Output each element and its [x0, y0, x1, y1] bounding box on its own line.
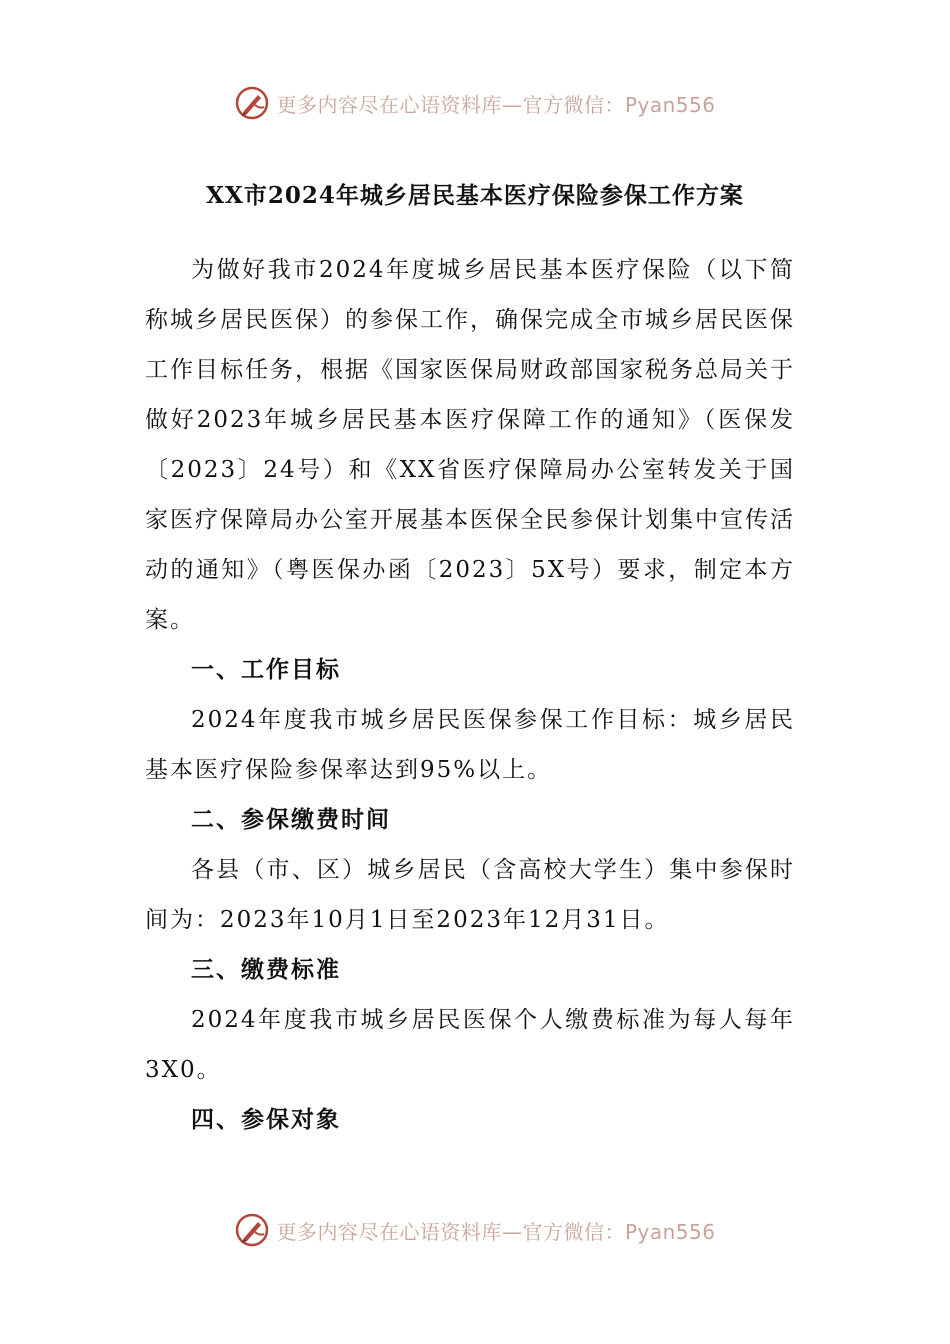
- section-paragraph: 2024年度我市城乡居民医保参保工作目标：城乡居民基本医疗保险参保率达到95%以上。: [145, 707, 795, 783]
- pen-logo-icon: [234, 1212, 270, 1248]
- section-heading: 二、参保缴费时间: [191, 807, 391, 833]
- intro-paragraph: 为做好我市2024年度城乡居民基本医疗保险（以下简称城乡居民医保）的参保工作，确保完成全市城乡居民医保工作目标任务，根据《国家医保局财政部国家税务总局关于做好2023年城乡居民基本医疗保障工作的通知》（医保发〔2023〕24号）和《XX省医疗保障局办公室转发关于国家医疗保障局办公室开展基本医保全民参保计划集中宣传活动的通知》（粤医保办函〔2023〕5X号）要求，制定本方案。: [145, 257, 795, 633]
- header-watermark: [0, 83, 950, 123]
- document-title: XX市2024年城乡居民基本医疗保险参保工作方案: [206, 182, 744, 209]
- document-body: [145, 245, 795, 1145]
- section-heading: 四、参保对象: [191, 1107, 341, 1133]
- footer-watermark: [0, 1210, 950, 1250]
- section-heading: 一、工作目标: [191, 657, 341, 683]
- section-heading: 三、缴费标准: [191, 957, 341, 983]
- pen-logo-icon: [234, 85, 270, 121]
- section-paragraph: 各县（市、区）城乡居民（含高校大学生）集中参保时间为：2023年10月1日至2023年12月31日。: [145, 857, 795, 933]
- section-paragraph: 2024年度我市城乡居民医保个人缴费标准为每人每年3X0。: [145, 1007, 795, 1083]
- watermark-text: 更多内容尽在心语资料库—官方微信：Pyan556: [276, 92, 716, 117]
- watermark-text: 更多内容尽在心语资料库—官方微信：Pyan556: [276, 1219, 716, 1244]
